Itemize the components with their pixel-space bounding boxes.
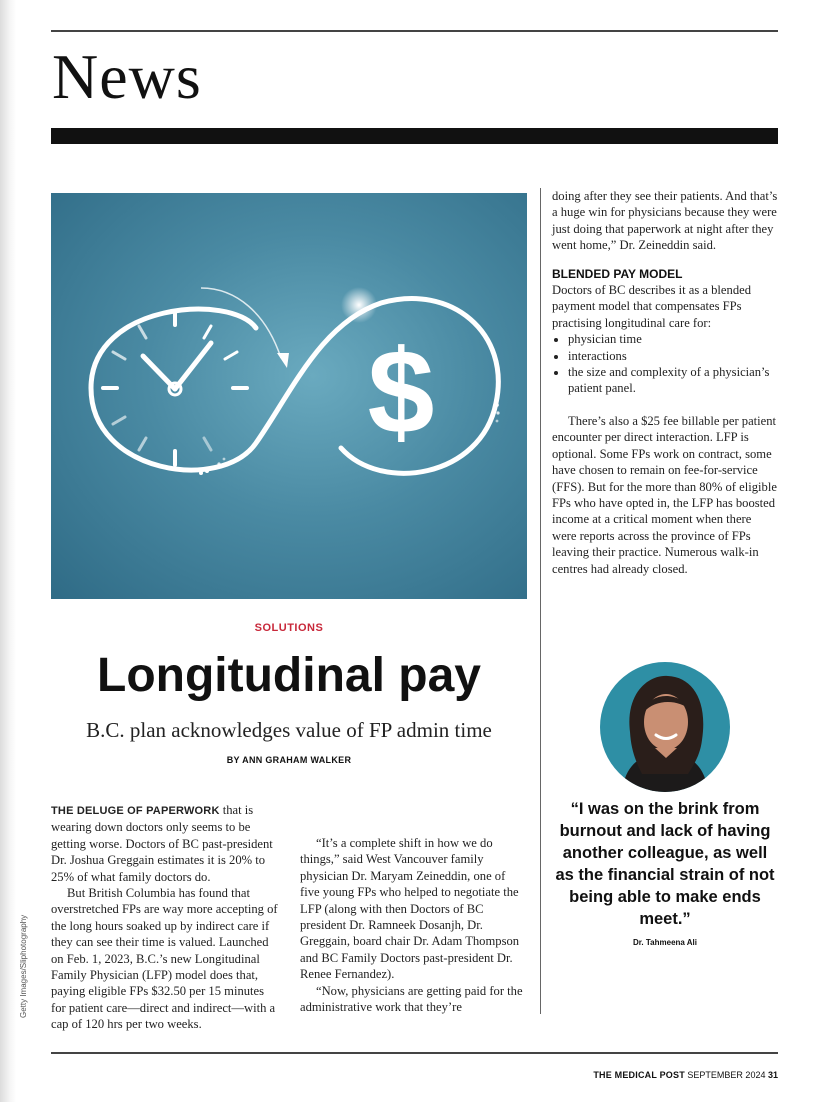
page-footer <box>593 1070 778 1080</box>
infinity-loop-icon <box>91 299 498 474</box>
column-divider <box>540 188 541 1014</box>
article-column-1 <box>51 802 279 1033</box>
publication-name: THE MEDICAL POST <box>593 1070 685 1080</box>
dot-trail-icon <box>199 403 500 475</box>
paragraph-6: There’s also a $25 fee billable per patient encounter per direct interaction. LFP is optional. Some FPs work on contract, some have chosen to remain on fee-for-service (FFS). But for the more than 80% of eligible FPs who have opted in, the LFP has boosted income at a critical moment when there were reports across the province of FPs leaving their practice. Numerous walk-in centres had already closed. <box>552 413 777 576</box>
paragraph-4-end: doing after they see their patients. And that’s a huge win for physicians because they were just doing that paperwork at night after they went home,” Dr. Zeineddin said. <box>552 189 778 253</box>
list-item: • physician time <box>568 331 778 347</box>
article-byline: BY ANN GRAHAM WALKER <box>226 755 352 765</box>
issue-date: SEPTEMBER 2024 <box>687 1070 766 1080</box>
paragraph-1: THE DELUGE OF PAPERWORK that is wearing down doctors only seems to be getting worse. Doctors of BC past-president Dr. Joshua Greggain estimates it is 20% to 25% of what family doctors do. <box>51 803 273 884</box>
pull-quote-attribution: Dr. Tahmeena Ali <box>632 938 698 947</box>
dollar-sign-icon: $ <box>367 325 435 459</box>
paragraph-4-start: “Now, physicians are getting paid for the administrative work that they’re <box>300 983 523 1015</box>
lead-in: THE DELUGE OF PAPERWORK <box>51 805 220 817</box>
list-item: • the size and complexity of a physician’s patient panel. <box>568 364 778 397</box>
list-item: • interactions <box>568 348 778 364</box>
article-headline: Longitudinal pay <box>97 649 481 702</box>
paragraph-5: Doctors of BC describes it as a blended payment model that compensates FPs practising longitudinal care for: <box>552 283 752 330</box>
subhead: BLENDED PAY MODEL <box>552 266 683 281</box>
section-title: News <box>52 41 202 112</box>
section-bar <box>51 128 778 144</box>
article-column-3 <box>552 188 778 577</box>
article-column-2-body <box>300 835 526 1015</box>
bottom-rule <box>51 1052 778 1054</box>
bullet-list <box>552 331 778 397</box>
article-kicker: SOLUTIONS <box>254 622 324 634</box>
paragraph-2: But British Columbia has found that overstretched FPs are way more accepting of the long hours soaked up by indirect care if they can see their time is valued. Launched on Feb. 1, 2023, B.C.’s new Longitudinal Family Physician (LFP) model does that, paying eligible FPs $32.50 per 15 minutes for patient care—direct and indirect—with a cap of 120 hrs per two weeks. <box>51 886 278 1032</box>
photo-credit: Getty Images/Sliphotography <box>19 914 28 1018</box>
paragraph-3: “It’s a complete shift in how we do things,” said West Vancouver family physician Dr. Maryam Zeineddin, one of five young FPs who helped to negotiate the LFP (along with then Doctors of BC president Dr. Ramneek Dosanjh, Dr. Greggain, board chair Dr. Adam Thompson and BC Family Doctors past-president Dr. Renee Fernandez). <box>300 836 520 982</box>
top-rule <box>51 30 778 32</box>
motion-arrow-icon <box>201 288 281 358</box>
pull-quote: “I was on the brink from burnout and lack of having another colleague, as well as the financial strain of not being able to make ends meet.” <box>555 800 775 928</box>
hero-illustration <box>51 193 527 599</box>
page-gutter-shadow <box>0 0 16 1102</box>
page-number: 31 <box>767 1070 778 1080</box>
article-dek: B.C. plan acknowledges value of FP admin time <box>86 718 492 742</box>
portrait-photo <box>600 662 730 792</box>
clock-icon <box>103 311 247 465</box>
